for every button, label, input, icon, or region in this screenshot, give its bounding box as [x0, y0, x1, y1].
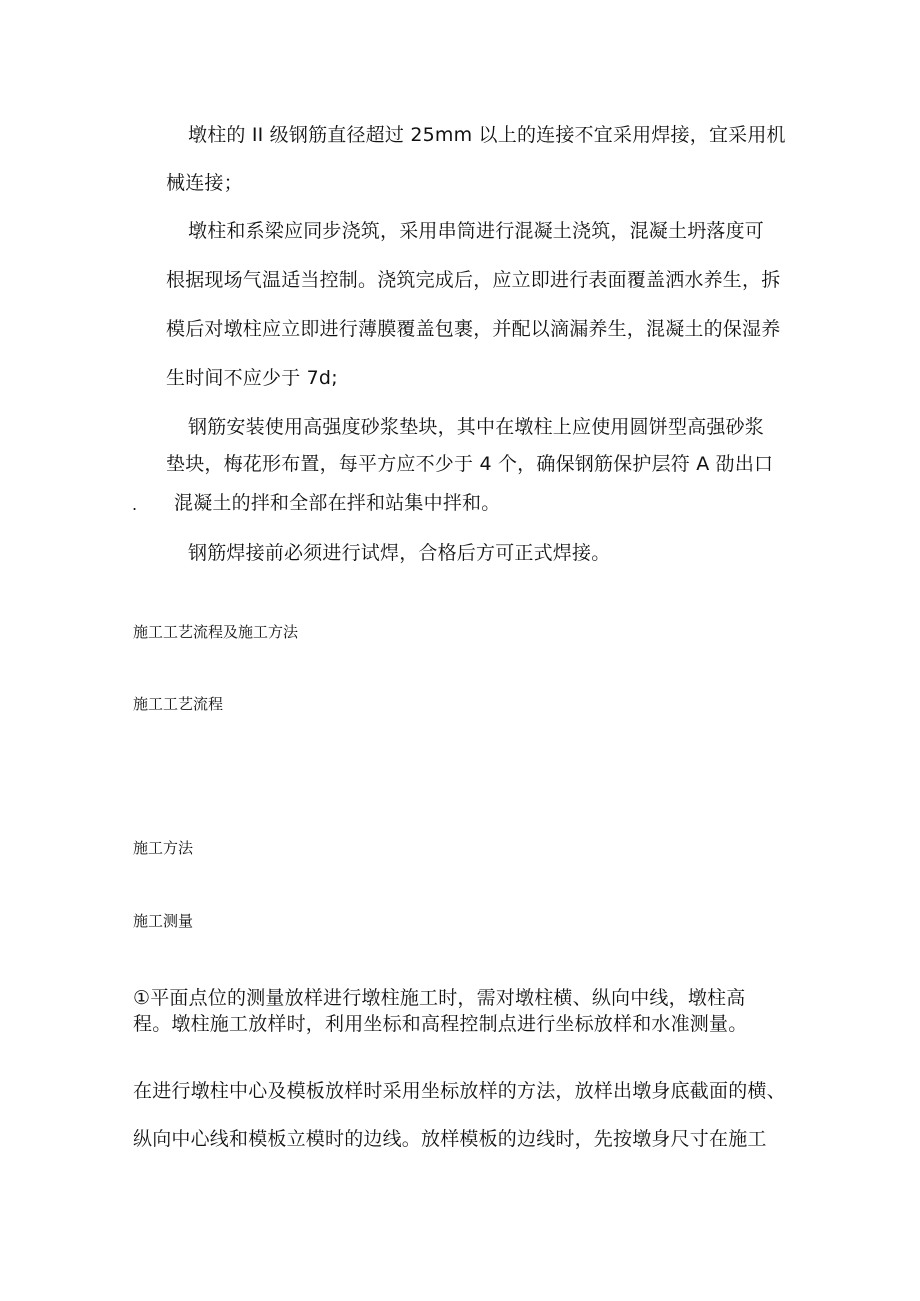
paragraph-setout-line-2: 纵向中心线和模板立模时的边线。放样模板的边线时，先按墩身尺寸在施工	[133, 1128, 767, 1150]
paragraph-survey-line-1: ①平面点位的测量放样进行墩柱施工时，需对墩柱横、纵向中线，墩柱高	[133, 987, 746, 1009]
paragraph-rebar-connection-line-1: 墩柱的 II 级钢筋直径超过 25mm 以上的连接不宜采用焊接，宜采用机	[188, 124, 786, 146]
paragraph-pouring-line-1: 墩柱和系梁应同步浇筑，采用串筒进行混凝土浇筑，混凝土坍落度可	[188, 220, 765, 242]
paragraph-rebar-connection-line-2: 械连接；	[166, 172, 243, 194]
paragraph-pouring-line-2: 根据现场气温适当控制。浇筑完成后，应立即进行表面覆盖洒水养生，拆	[166, 269, 781, 291]
paragraph-pouring-line-3: 模后对墩柱应立即进行薄膜覆盖包裹，并配以滴漏养生，混凝土的保湿养	[166, 318, 781, 340]
heading-process-flow: 施工工艺流程	[133, 695, 224, 713]
paragraph-welding-trial: 钢筋焊接前必须进行试焊，合格后方可正式焊接。	[188, 542, 611, 564]
list-bullet: .	[132, 495, 138, 514]
paragraph-spacer-block-line-2: 垫块，梅花形布置，每平方应不少于 4 个，确保钢筋保护层符 A 劭出口	[166, 453, 774, 475]
heading-process-and-method: 施工工艺流程及施工方法	[133, 623, 299, 641]
paragraph-survey-line-2: 程。墩柱施工放样时，利用坐标和高程控制点进行坐标放样和水准测量。	[133, 1013, 748, 1035]
heading-construction-method: 施工方法	[133, 839, 194, 857]
paragraph-spacer-block-line-1: 钢筋安装使用高强度砂浆垫块，其中在墩柱上应使用圆饼型高强砂浆	[188, 416, 765, 438]
paragraph-setout-line-1: 在进行墩柱中心及模板放样时采用坐标放样的方法，放样出墩身底截面的横、	[133, 1080, 786, 1102]
heading-construction-survey: 施工测量	[133, 912, 194, 930]
paragraph-pouring-line-4: 生时间不应少于 7d;	[166, 367, 338, 389]
paragraph-mixing: 混凝土的拌和全部在拌和站集中拌和。	[174, 492, 501, 514]
